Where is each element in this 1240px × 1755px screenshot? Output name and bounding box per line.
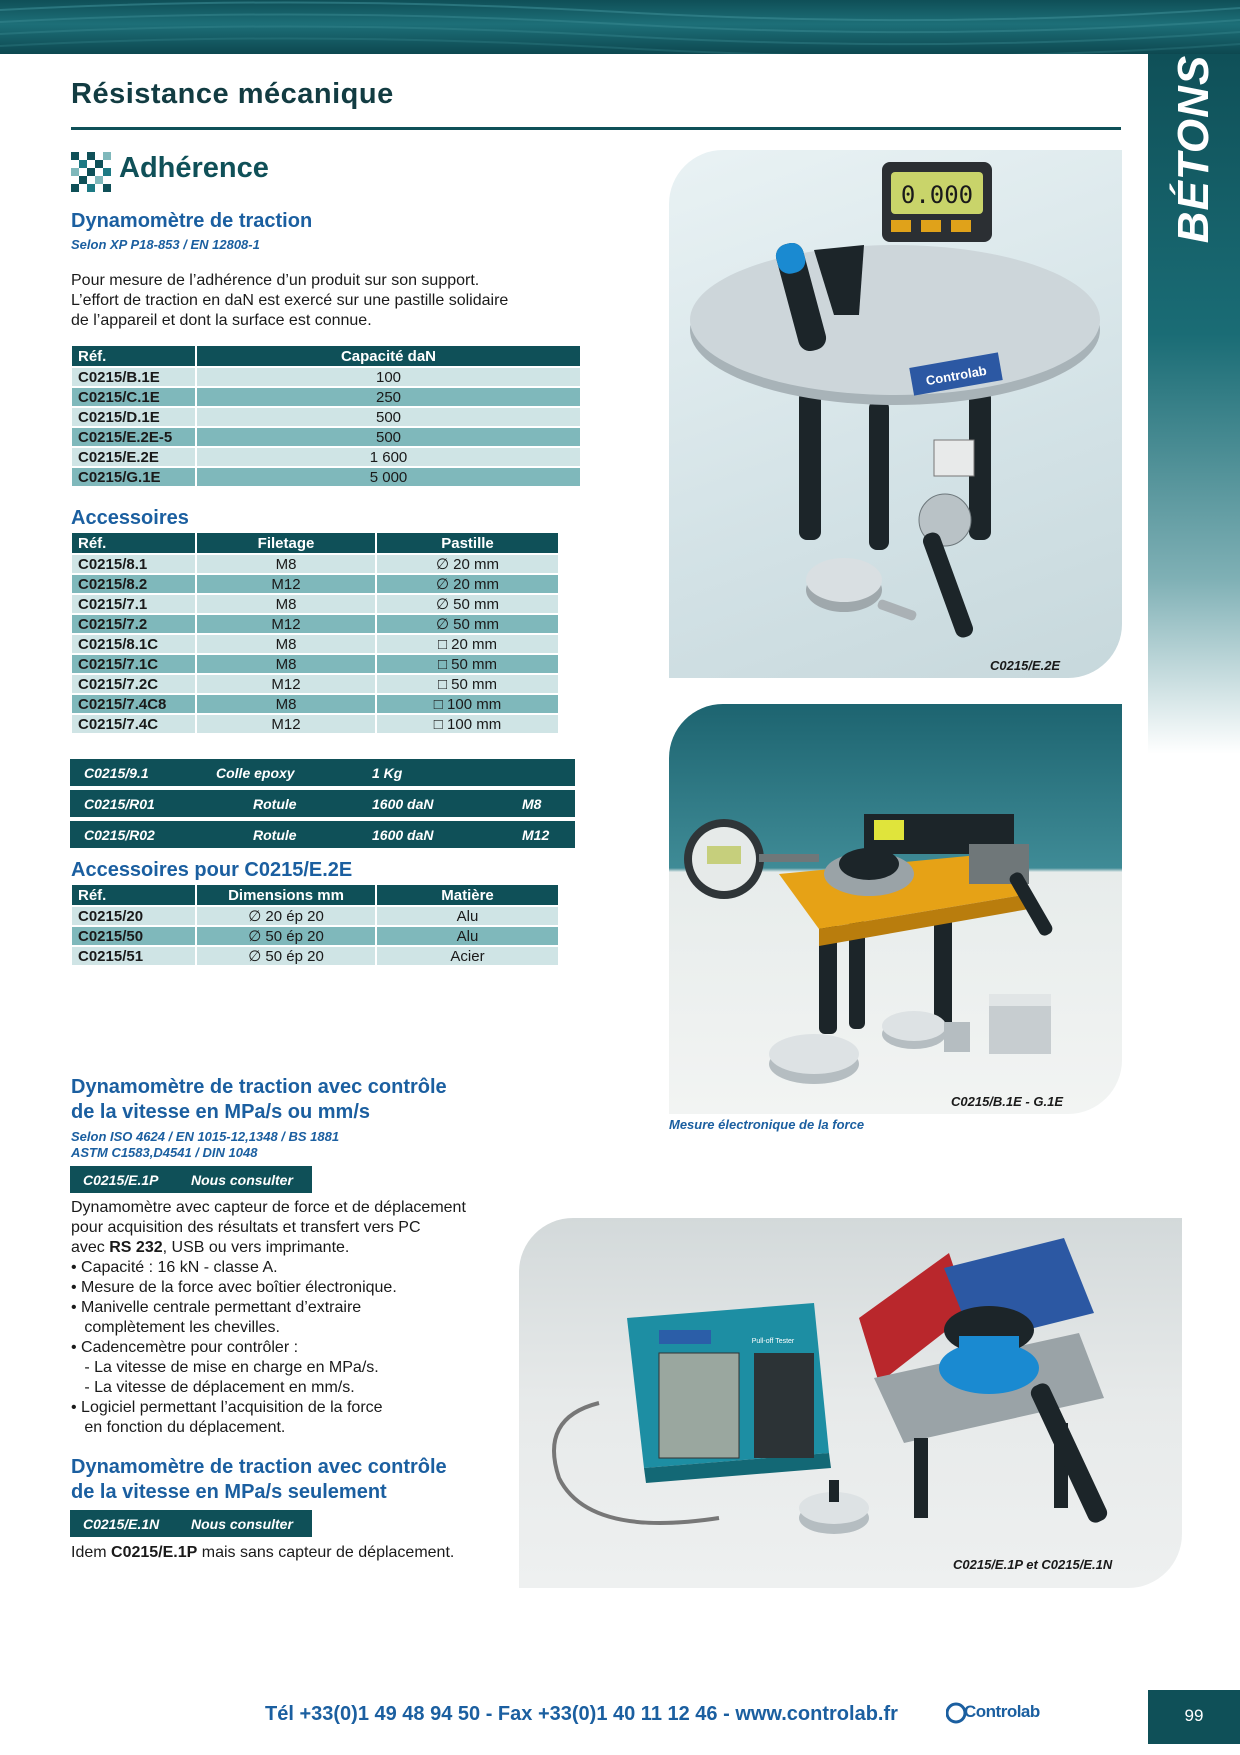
column-header: Réf. — [72, 346, 195, 366]
pull-off-tester-illustration — [519, 1218, 1182, 1588]
description-line: - La vitesse de déplacement en mm/s. — [71, 1379, 355, 1396]
tag-ref: C0215/E.1N — [83, 1516, 160, 1532]
description-line: • Cadencemètre pour contrôler : — [71, 1339, 299, 1356]
logo-icon — [946, 1700, 966, 1726]
extra-thread: M8 — [522, 796, 542, 812]
display-readout: 0.000 — [900, 181, 974, 209]
product-photo-b1e-g1e — [669, 704, 1122, 1114]
table-row — [72, 927, 558, 945]
description-line: L’effort de traction en daN est exercé sur une pastille solidaire — [71, 292, 509, 309]
product1-description — [71, 271, 508, 331]
product2-title-line1: Dynamomètre de traction avec contrôle — [71, 1076, 447, 1098]
side-tab-label: BÉTONS — [1169, 54, 1218, 244]
thread-cell: M8 — [197, 695, 375, 713]
footer-logo — [946, 1700, 1056, 1728]
product2-description — [71, 1198, 466, 1438]
table-row — [72, 635, 558, 653]
extra-ref: C0215/R01 — [84, 796, 155, 812]
ref-cell: C0215/C.1E — [72, 388, 195, 406]
table-header-row — [72, 885, 558, 905]
capacity-cell: 500 — [197, 428, 580, 446]
title-divider — [71, 127, 1121, 130]
desc-ref: C0215/E.1P — [111, 1544, 198, 1561]
dimension-cell: ∅ 50 ép 20 — [197, 947, 375, 965]
extra-thread: M12 — [522, 827, 550, 843]
accessories-table — [70, 531, 560, 735]
table-header-row — [72, 533, 558, 553]
column-header: Dimensions mm — [197, 885, 375, 905]
tag-text: Nous consulter — [191, 1516, 293, 1532]
table-row — [72, 675, 558, 693]
ref-cell: C0215/D.1E — [72, 408, 195, 426]
extra-accessory-row — [70, 821, 575, 848]
column-header: Réf. — [72, 885, 195, 905]
extra-ref: C0215/9.1 — [84, 765, 149, 781]
table-row — [72, 388, 580, 406]
product1-title: Dynamomètre de traction — [71, 210, 313, 232]
accessories-title: Accessoires — [71, 507, 189, 529]
table-row — [72, 595, 558, 613]
table-row — [72, 448, 580, 466]
product2-norm-line2: ASTM C1583,D4541 / DIN 1048 — [71, 1145, 258, 1160]
product3-description — [71, 1543, 454, 1563]
description-line: en fonction du déplacement. — [71, 1419, 286, 1436]
photo2-caption: C0215/B.1E - G.1E — [951, 1094, 1063, 1109]
description-line: • Capacité : 16 kN - classe A. — [71, 1259, 278, 1276]
ref-cell: C0215/G.1E — [72, 468, 195, 486]
photo1-caption: C0215/E.2E — [990, 658, 1061, 673]
thread-cell: M12 — [197, 615, 375, 633]
column-header: Capacité daN — [197, 346, 580, 366]
device-brand: Controlab — [924, 362, 988, 389]
description-line: • Manivelle centrale permettant d’extraire — [71, 1299, 362, 1316]
product2-ref-tag — [70, 1166, 312, 1193]
capacity-cell: 250 — [197, 388, 580, 406]
ref-cell: C0215/7.2 — [72, 615, 195, 633]
description-line: complètement les chevilles. — [71, 1319, 280, 1336]
product-photo-e1p-e1n — [519, 1218, 1182, 1588]
thread-cell: M8 — [197, 555, 375, 573]
table-row — [72, 947, 558, 965]
dimension-cell: ∅ 50 ép 20 — [197, 927, 375, 945]
thread-cell: M12 — [197, 575, 375, 593]
pad-cell: □ 100 mm — [377, 715, 558, 733]
photo3-caption: C0215/E.1P et C0215/E.1N — [953, 1557, 1113, 1572]
product3-ref-tag — [70, 1510, 312, 1537]
column-header: Pastille — [377, 533, 558, 553]
ref-cell: C0215/8.1 — [72, 555, 195, 573]
extra-value: 1600 daN — [372, 827, 434, 843]
tester-label: Pull-off Tester — [751, 1338, 795, 1345]
description-line: • Mesure de la force avec boîtier électronique. — [71, 1279, 397, 1296]
dimension-cell: ∅ 20 ép 20 — [197, 907, 375, 925]
tag-text: Nous consulter — [191, 1172, 293, 1188]
table-row — [72, 575, 558, 593]
ref-cell: C0215/7.2C — [72, 675, 195, 693]
pad-cell: ∅ 20 mm — [377, 575, 558, 593]
ref-cell: C0215/8.2 — [72, 575, 195, 593]
table-row — [72, 907, 558, 925]
description-line — [71, 1543, 454, 1563]
capacity-cell: 1 600 — [197, 448, 580, 466]
dynamometer-illustration — [669, 150, 1122, 678]
description-line: Pour mesure de l’adhérence d’un produit sur son support. — [71, 272, 480, 289]
description-line: - La vitesse de mise en charge en MPa/s. — [71, 1359, 379, 1376]
ref-cell: C0215/7.1 — [72, 595, 195, 613]
table-row — [72, 368, 580, 386]
top-banner — [0, 0, 1240, 54]
description-line: de l’appareil et dont la surface est connue. — [71, 312, 372, 329]
material-cell: Alu — [377, 927, 558, 945]
column-header: Filetage — [197, 533, 375, 553]
column-header: Réf. — [72, 533, 195, 553]
extra-value: 1600 daN — [372, 796, 434, 812]
pad-cell: ∅ 50 mm — [377, 595, 558, 613]
ref-cell: C0215/7.1C — [72, 655, 195, 673]
thread-cell: M12 — [197, 675, 375, 693]
ref-cell: C0215/7.4C — [72, 715, 195, 733]
table-header-row — [72, 346, 580, 366]
side-tab — [1148, 54, 1240, 244]
thread-cell: M8 — [197, 635, 375, 653]
column-header: Matière — [377, 885, 558, 905]
extra-value: 1 Kg — [372, 765, 403, 781]
accessories-e2e-title: Accessoires pour C0215/E.2E — [71, 859, 353, 881]
pad-cell: ∅ 50 mm — [377, 615, 558, 633]
product2-norm-line1: Selon ISO 4624 / EN 1015-12,1348 / BS 1881 — [71, 1129, 340, 1144]
material-cell: Alu — [377, 907, 558, 925]
pad-cell: □ 20 mm — [377, 635, 558, 653]
extra-accessory-row — [70, 759, 575, 786]
table-row — [72, 715, 558, 733]
accessories-e2e-table — [70, 883, 560, 967]
ref-cell: C0215/8.1C — [72, 635, 195, 653]
footer-contact: Tél +33(0)1 49 48 94 50 - Fax +33(0)1 40 11 12 46 - www.controlab.fr — [265, 1703, 898, 1725]
extra-ref: C0215/R02 — [84, 827, 155, 843]
desc-prefix: Idem — [71, 1544, 112, 1561]
table-row — [72, 655, 558, 673]
thread-cell: M8 — [197, 655, 375, 673]
product1-norm: Selon XP P18-853 / EN 12808-1 — [71, 237, 260, 252]
table-row — [72, 615, 558, 633]
tag-ref: C0215/E.1P — [83, 1172, 159, 1188]
description-line: avec RS 232, USB ou vers imprimante. — [71, 1239, 350, 1256]
capacity-cell: 100 — [197, 368, 580, 386]
logo-text: Controlab — [964, 1702, 1040, 1721]
ref-cell: C0215/7.4C8 — [72, 695, 195, 713]
description-line: • Logiciel permettant l’acquisition de la force — [71, 1399, 383, 1416]
table-row — [72, 468, 580, 486]
pad-cell: □ 50 mm — [377, 655, 558, 673]
description-line: Dynamomètre avec capteur de force et de déplacement — [71, 1199, 466, 1216]
ref-cell: C0215/50 — [72, 927, 195, 945]
wave-pattern — [0, 0, 1240, 54]
ref-cell: C0215/51 — [72, 947, 195, 965]
thread-cell: M12 — [197, 715, 375, 733]
product3-title-line2: de la vitesse en MPa/s seulement — [71, 1481, 387, 1503]
pad-cell: □ 50 mm — [377, 675, 558, 693]
extra-desc: Rotule — [253, 796, 297, 812]
electronic-dynamometer-illustration — [669, 704, 1122, 1114]
page-title: Résistance mécanique — [71, 78, 394, 110]
capacity-cell: 5 000 — [197, 468, 580, 486]
page-number-box — [1148, 1690, 1240, 1744]
table-row — [72, 428, 580, 446]
description-line: pour acquisition des résultats et transfert vers PC — [71, 1219, 421, 1236]
table-row — [72, 555, 558, 573]
ref-cell: C0215/20 — [72, 907, 195, 925]
capacity-cell: 500 — [197, 408, 580, 426]
table-row — [72, 695, 558, 713]
thread-cell: M8 — [197, 595, 375, 613]
extra-desc: Rotule — [253, 827, 297, 843]
product3-title-line1: Dynamomètre de traction avec contrôle — [71, 1456, 447, 1478]
capacity-table — [70, 344, 582, 488]
pad-cell: ∅ 20 mm — [377, 555, 558, 573]
pad-cell: □ 100 mm — [377, 695, 558, 713]
ref-cell: C0215/E.2E-5 — [72, 428, 195, 446]
checker-icon — [71, 152, 111, 192]
extra-accessory-row — [70, 790, 575, 817]
product2-title-line2: de la vitesse en MPa/s ou mm/s — [71, 1101, 371, 1123]
ref-cell: C0215/B.1E — [72, 368, 195, 386]
product-photo-e2e — [669, 150, 1122, 678]
photo2-subcaption: Mesure électronique de la force — [669, 1117, 865, 1132]
extra-desc: Colle epoxy — [216, 765, 295, 781]
ref-cell: C0215/E.2E — [72, 448, 195, 466]
desc-suffix: mais sans capteur de déplacement. — [197, 1544, 455, 1561]
table-row — [72, 408, 580, 426]
page-number: 99 — [1184, 1706, 1204, 1725]
section-title: Adhérence — [119, 152, 269, 184]
material-cell: Acier — [377, 947, 558, 965]
